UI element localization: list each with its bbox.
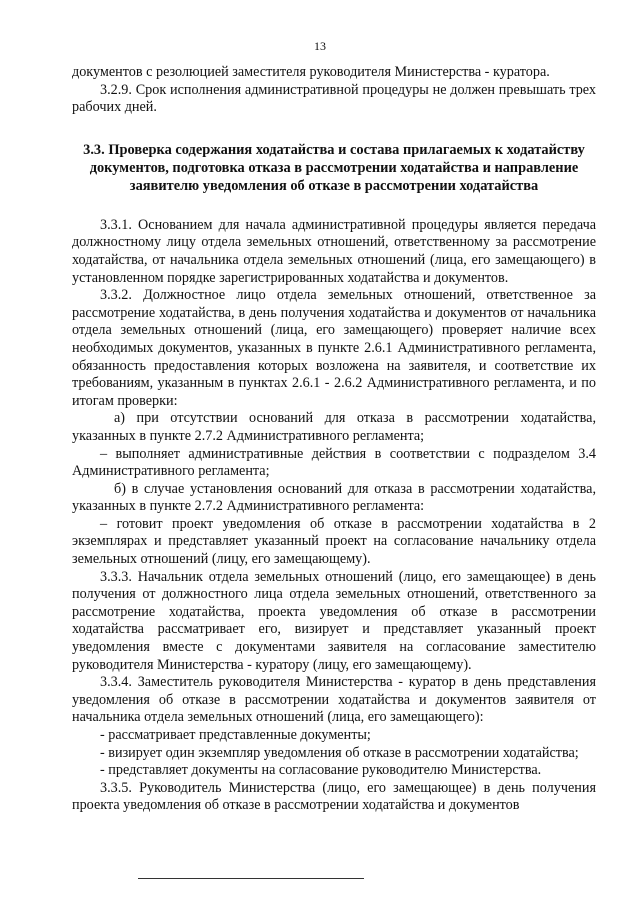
section-heading: 3.3. Проверка содержания ходатайства и состава прилагаемых к ходатайству документов, подготовка отказа в рассмотрении ходатайства и направление заявителю уведомления об отказе в рассмотрении ходатайства: [83, 141, 585, 194]
page-number: 13: [314, 39, 326, 53]
paragraph-bullet-2: - визирует один экземпляр уведомления об отказе в рассмотрении ходатайства;: [100, 744, 579, 761]
paragraph-3-3-1: 3.3.1. Основанием для начала административной процедуры является передача должностному лицу отдела земельных отношений, ответственному за рассмотрение ходатайства, от начальника отдела земельных отношений (лица, его замещающего) в установленном порядке зарегистрированных ходатайства и документов.: [72, 216, 596, 286]
paragraph-3-3-4: 3.3.4. Заместитель руководителя Министерства - куратор в день представления уведомления об отказе в рассмотрении ходатайства и документов заявителя от начальника отдела земельных отношений (лица, его замещающего):: [72, 674, 596, 726]
paragraph-dash-1: – выполняет административные действия в соответствии с подразделом 3.4 Административного регламента;: [72, 445, 596, 480]
footer-rule: [138, 878, 364, 879]
paragraph-item-a: а) при отсутствии оснований для отказа в рассмотрении ходатайства, указанных в пункте 2.7.2 Административного регламента;: [72, 410, 596, 444]
paragraph-dash-2: – готовит проект уведомления об отказе в рассмотрении ходатайства в 2 экземплярах и представляет указанный проект на согласование начальнику отдела земельных отношений (лицу, его замещающему).: [72, 515, 596, 568]
paragraph-item-b: б) в случае установления оснований для отказа в рассмотрении ходатайства, указанных в пункте 2.7.2 Административного регламента:: [72, 480, 596, 515]
paragraph-3-2-9: 3.2.9. Срок исполнения административной процедуры не должен превышать трех рабочих дней.: [72, 81, 596, 116]
paragraph-3-3-3: 3.3.3. Начальник отдела земельных отношений (лицо, его замещающее) в день получения от должностного лица отдела земельных отношений, ответственного за рассмотрение ходатайства, проекта уведомления об отказе в рассмотрении ходатайства рассматривает его, визирует и представляет указанный проект уведомления вместе с документами заявителя на согласование заместителю руководителя Министерства - куратору (лицу, его замещающему).: [72, 568, 596, 673]
paragraph-3-3-2: 3.3.2. Должностное лицо отдела земельных отношений, ответственное за рассмотрение ходатайства, в день получения ходатайства и документов от начальника отдела земельных отношений (лица, его замещающего) проверяет наличие всех необходимых документов, указанных в пункте 2.6.1 Административного регламента, обязанность предоставления которых возложена на заявителя, и соответствие их требованиям, указанным в пунктах 2.6.1 - 2.6.2 Административного регламента, и по итогам проверки:: [72, 287, 596, 409]
paragraph-continuation: документов с резолюцией заместителя руководителя Министерства - куратора.: [72, 64, 550, 80]
paragraph-3-3-5: 3.3.5. Руководитель Министерства (лицо, его замещающее) в день получения проекта уведомления об отказе в рассмотрении ходатайства и документов: [72, 779, 596, 814]
paragraph-bullet-1: - рассматривает представленные документы;: [100, 727, 371, 743]
paragraph-bullet-3: - представляет документы на согласование руководителю Министерства.: [100, 762, 542, 779]
document-body: [72, 64, 596, 815]
